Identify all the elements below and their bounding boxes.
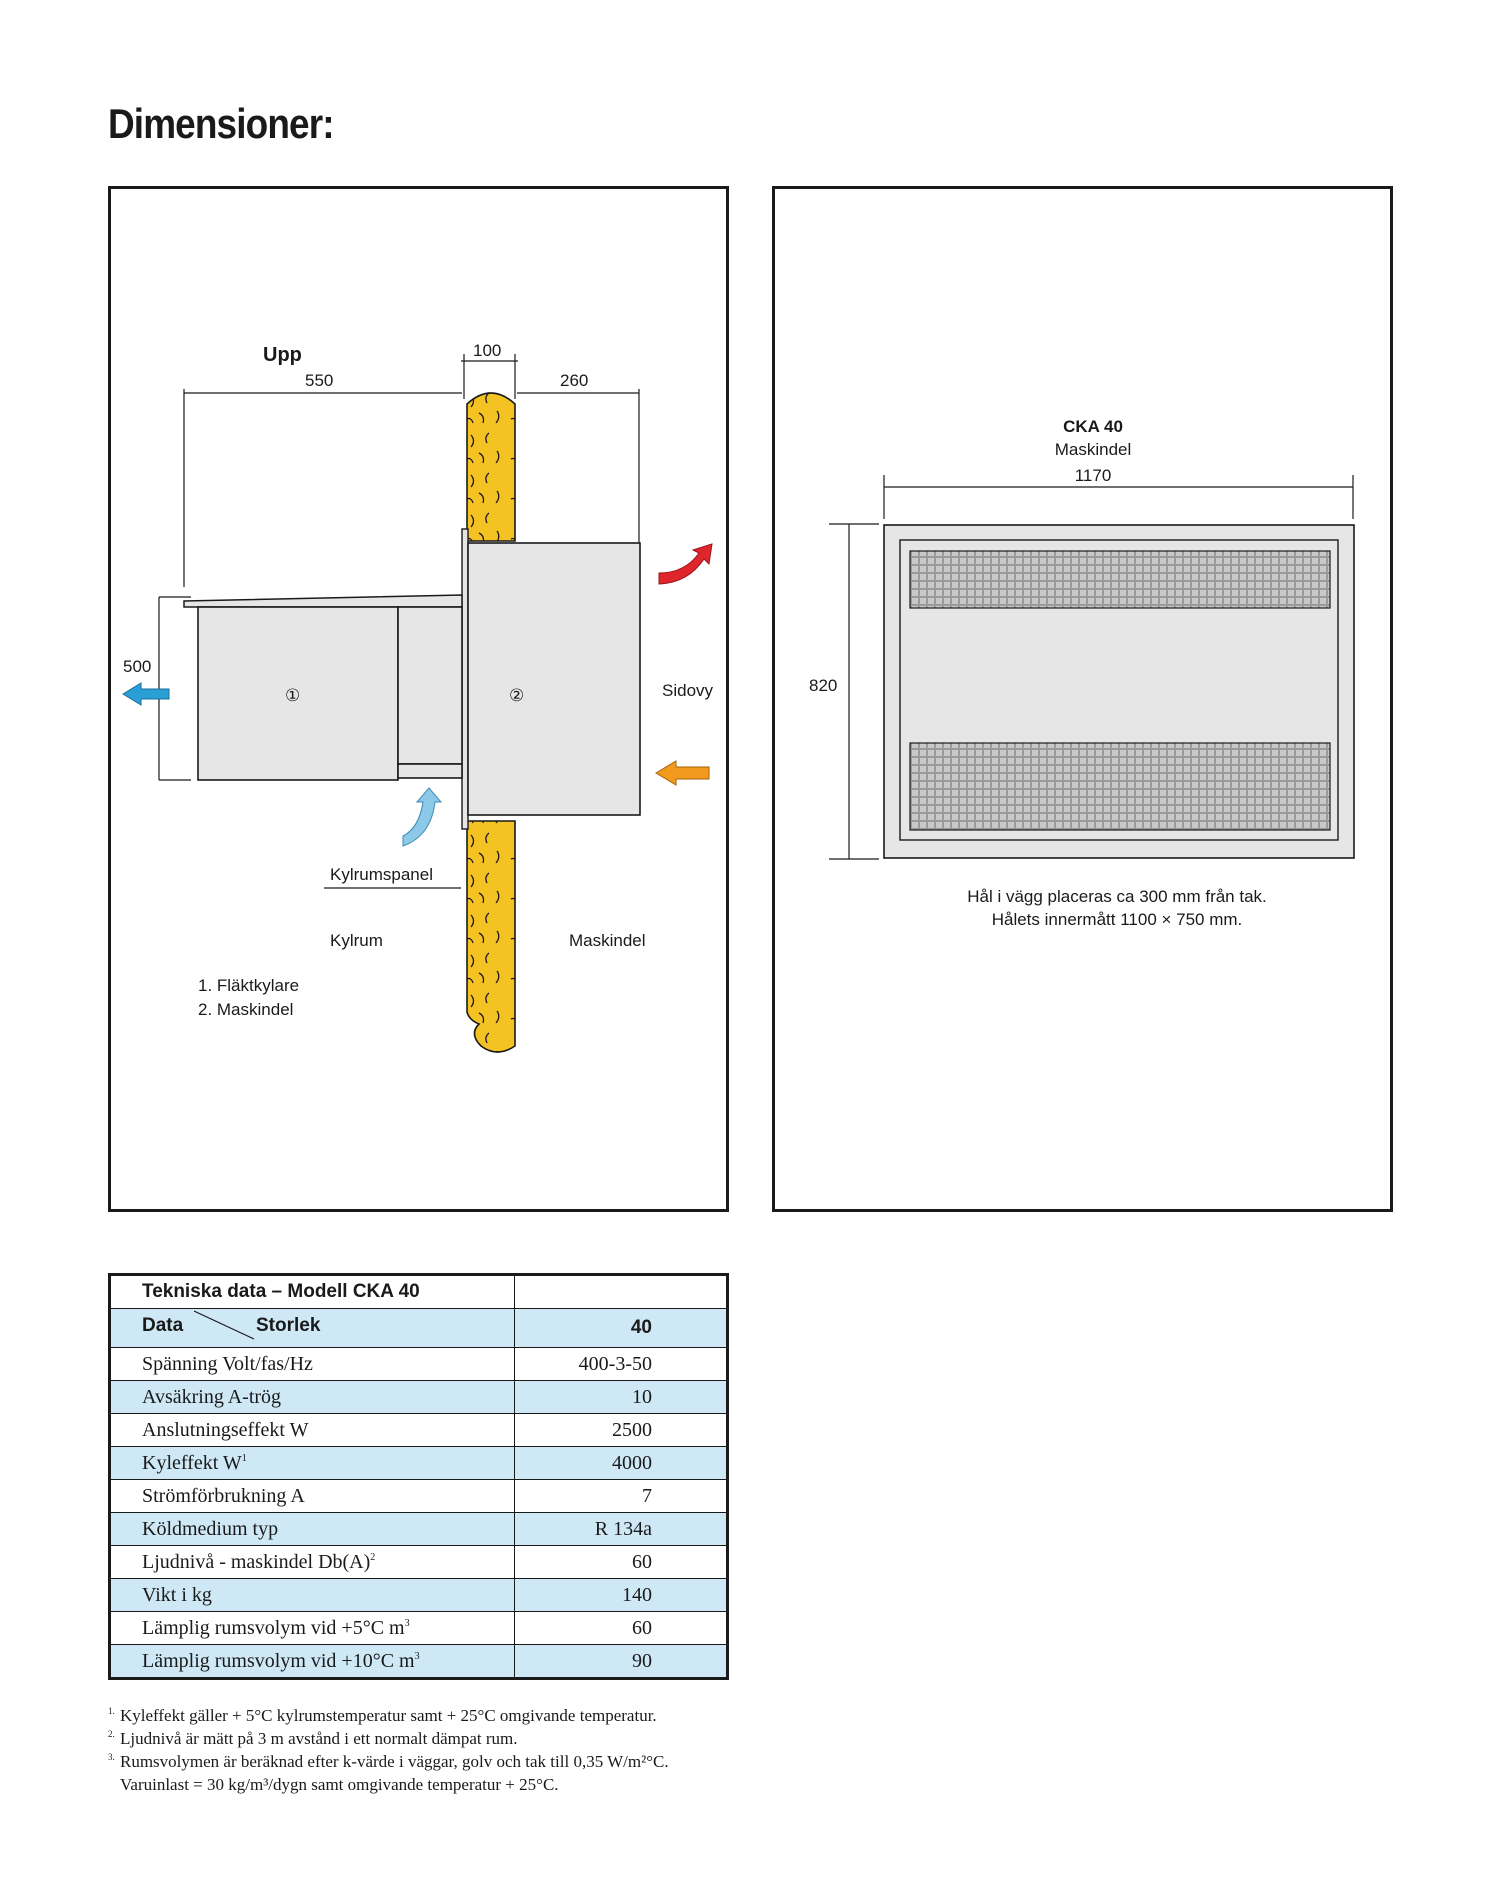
row-label-text: Ljudnivå - maskindel Db(A) — [142, 1550, 371, 1573]
row-value: 400-3-50 — [515, 1348, 728, 1381]
maskindel-label: Maskindel — [569, 931, 646, 950]
row-label-text: Vikt i kg — [142, 1583, 212, 1606]
row-label-text: Avsäkring A-trög — [142, 1385, 282, 1408]
row-value: R 134a — [515, 1513, 728, 1546]
footnote-number: 1. — [108, 1706, 115, 1716]
row-value: 2500 — [515, 1414, 728, 1447]
page-title: Dimensioner: — [108, 100, 334, 147]
dim-1170-label: 1170 — [1074, 466, 1112, 485]
unit2-machine — [468, 543, 640, 815]
upp-label: Upp — [263, 344, 302, 366]
row-label — [110, 1612, 515, 1645]
footnote-text: Rumsvolymen är beräknad efter k-värde i väggar, golv och tak till 0,35 W/m²°C. — [120, 1752, 669, 1771]
table-row — [110, 1513, 728, 1546]
table-row — [110, 1546, 728, 1579]
kylrumspanel-label: Kylrumspanel — [330, 865, 433, 884]
table-row — [110, 1381, 728, 1414]
row-value: 7 — [515, 1480, 728, 1513]
lower-grille — [910, 743, 1330, 830]
row-label — [110, 1381, 515, 1414]
table-row — [110, 1447, 728, 1480]
row-label — [110, 1480, 515, 1513]
part-label: Maskindel — [1054, 440, 1132, 459]
connector-pipe — [398, 764, 462, 778]
unit1-marker: ① — [285, 686, 301, 705]
row-label — [110, 1414, 515, 1447]
row-value: 140 — [515, 1579, 728, 1612]
table-row — [110, 1645, 728, 1679]
table-title: Tekniska data – Modell CKA 40 — [110, 1275, 515, 1309]
row-label-text: Strömförbrukning A — [142, 1484, 305, 1507]
airflow-out-arrow — [123, 683, 169, 705]
row-label-text: Lämplig rumsvolym vid +10°C m — [142, 1649, 415, 1672]
row-value: 10 — [515, 1381, 728, 1414]
front-view-diagram — [775, 189, 1390, 1209]
footnote-text: Kyleffekt gäller + 5°C kylrumstemperatur samt + 25°C omgivande temperatur. — [120, 1706, 657, 1725]
row-label — [110, 1447, 515, 1480]
footnote-3-continued — [108, 1773, 868, 1796]
row-label-text: Kyleffekt W — [142, 1451, 242, 1474]
footnote-number: 3. — [108, 1752, 115, 1762]
technical-data-table — [108, 1273, 729, 1680]
header-diagonal-cell — [142, 1309, 442, 1341]
header-diagonal-line — [194, 1309, 254, 1341]
row-label-text: Lämplig rumsvolym vid +5°C m — [142, 1616, 405, 1639]
wall-insulation-upper-texture — [467, 393, 515, 541]
row-label-text: Spänning Volt/fas/Hz — [142, 1352, 313, 1375]
row-value: 60 — [515, 1612, 728, 1645]
row-label-text: Köldmedium typ — [142, 1517, 279, 1540]
footnote-number: 2. — [108, 1729, 115, 1739]
table-row — [110, 1612, 728, 1645]
row-value: 4000 — [515, 1447, 728, 1480]
front-note-line-1: Hål i vägg placeras ca 300 mm från tak. — [967, 887, 1267, 906]
row-superscript: 2 — [370, 1551, 376, 1563]
dim-550-label: 550 — [305, 371, 334, 390]
unit2-marker: ② — [509, 686, 525, 705]
table-title-empty-cell — [515, 1275, 728, 1309]
table-title-row — [110, 1275, 728, 1309]
row-superscript: 1 — [241, 1452, 247, 1464]
table-row — [110, 1480, 728, 1513]
table-row — [110, 1348, 728, 1381]
row-value: 90 — [515, 1645, 728, 1679]
dim-820-label: 820 — [809, 676, 838, 695]
footnotes — [108, 1704, 868, 1796]
kylrum-label: Kylrum — [330, 931, 383, 950]
col-data-header: Data — [142, 1315, 184, 1336]
table-header-row — [110, 1309, 728, 1348]
row-label-text: Anslutningseffekt W — [142, 1418, 309, 1441]
airflow-in-arrow — [403, 788, 441, 846]
side-view-panel — [108, 186, 729, 1212]
sidovy-label: Sidovy — [662, 681, 714, 700]
footnote-3 — [108, 1750, 868, 1773]
col-size-value: 40 — [515, 1309, 728, 1348]
col-storlek-header: Storlek — [256, 1315, 321, 1336]
warm-air-arrow — [659, 544, 712, 584]
front-view-panel — [772, 186, 1393, 1212]
dim-260-label: 260 — [560, 371, 589, 390]
ambient-air-arrow — [656, 761, 709, 785]
row-label — [110, 1645, 515, 1679]
row-label — [110, 1348, 515, 1381]
table-row — [110, 1414, 728, 1447]
model-label: CKA 40 — [1063, 417, 1123, 436]
table-row — [110, 1579, 728, 1612]
row-label — [110, 1546, 515, 1579]
row-value: 60 — [515, 1546, 728, 1579]
footnote-2 — [108, 1727, 868, 1750]
row-superscript: 3 — [404, 1617, 410, 1629]
row-label — [110, 1513, 515, 1546]
unit1-lid — [184, 595, 462, 607]
footnote-text: Ljudnivå är mätt på 3 m avstånd i ett normalt dämpat rum. — [120, 1729, 518, 1748]
dim-500-label: 500 — [123, 657, 152, 676]
row-superscript: 3 — [414, 1650, 420, 1662]
dim-100-label: 100 — [473, 341, 502, 360]
upper-grille — [910, 551, 1330, 608]
front-note-line-2: Hålets innermått 1100 × 750 mm. — [991, 910, 1243, 929]
unit-connector — [398, 607, 462, 764]
footnote-text: Varuinlast = 30 kg/m³/dygn samt omgivande temperatur + 25°C. — [120, 1775, 559, 1794]
side-view-diagram — [111, 189, 726, 1209]
legend-item-2: 2. Maskindel — [198, 1000, 294, 1019]
legend-item-1: 1. Fläktkylare — [198, 976, 300, 995]
table-header-label-cell — [110, 1309, 515, 1348]
wall-panel-plate — [462, 529, 468, 829]
footnote-1 — [108, 1704, 868, 1727]
row-label — [110, 1579, 515, 1612]
wall-insulation-lower-texture — [467, 821, 515, 1052]
